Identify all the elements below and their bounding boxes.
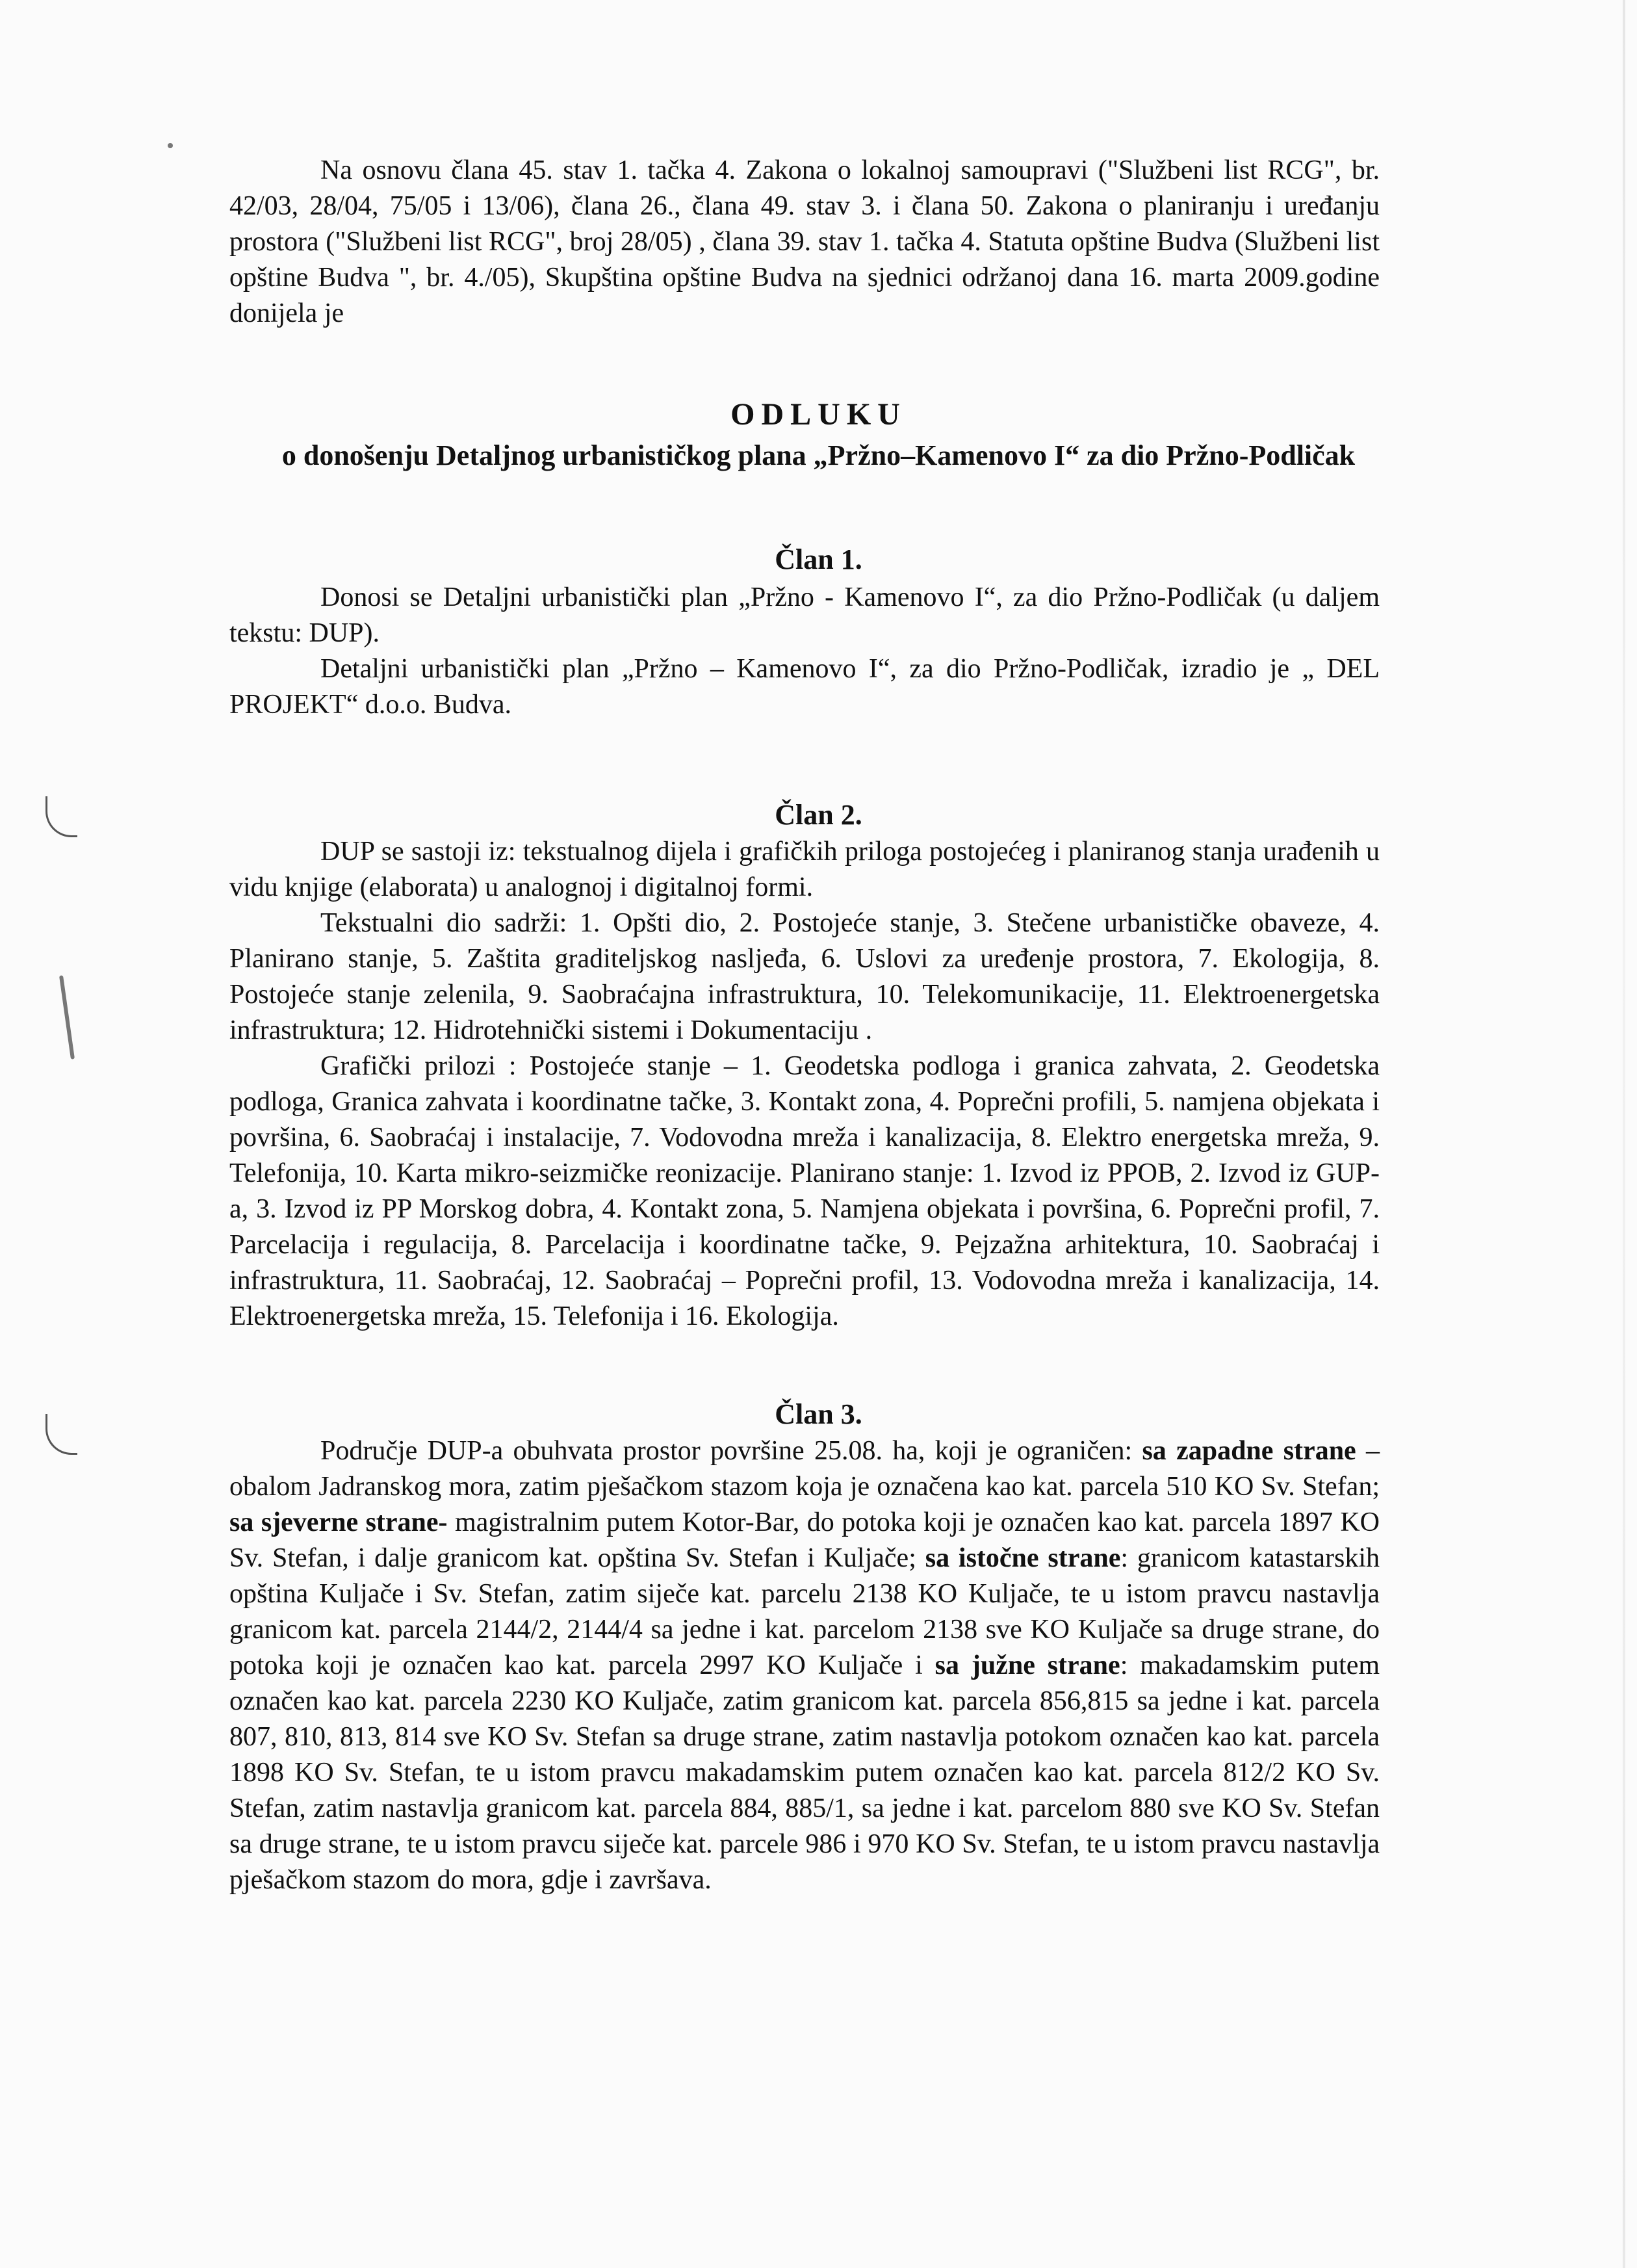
preamble-text: Na osnovu člana 45. stav 1. tačka 4. Zakona o lokalnoj samoupravi ("Službeni list RCG", br. 42/03, 28/04, 75/05 i 13/06), člana 26., člana 49. stav 3. i člana 50. Zakona o planiranju i uređanju prostora ("Službeni list RCG", broj 28/05) , člana 39. stav 1. tačka 4. Statuta opštine Budva (Službeni list opštine Budva ", br. 4./05), Skupština opštine Budva na sjednici održanoj dana 16. marta 2009.godine donijela je (229, 155, 1380, 328)
article-2-paragraph: DUP se sastoji iz: tekstualnog dijela i grafičkih priloga postojećeg i planiranog stanja urađenih u vidu knjige (elaborata) u analognoj i digitalnoj formi. (229, 837, 1380, 902)
scan-edge-line (1623, 0, 1625, 2268)
article-2-body (229, 834, 1380, 1335)
article-1-title: Član 1. (775, 543, 862, 575)
article-3-text-segment: Područje DUP-a obuhvata prostor površine 25.08. ha, koji je ograničen: (320, 1436, 1142, 1466)
article-2-paragraph: Grafički prilozi : Postojeće stanje – 1. Geodetska podloga i granica zahvata, 2. Geodetska podloga, Granica zahvata i koordinatne tačke, 3. Kontakt zona, 4. Poprečni profili, 5. namjena objekata i površina, 6. Saobraćaj i instalacije, 7. Vodovodna mreža i kanalizacija, 8. Elektro energetska mreža, 9. Telefonija, 10. Karta mikro-seizmičke reonizacije. Planirano stanje: 1. Izvod iz PPOB, 2. Izvod iz GUP-a, 3. Izvod iz PP Morskog dobra, 4. Kontakt zona, 5. Namjena objekata i površina, 6. Poprečni profil, 7. Parcelacija i regulacija, 8. Parcelacija i koordinatne tačke, 9. Pejzažna arhitektura, 10. Saobraćaj i infrastruktura, 11. Saobraćaj, 12. Saobraćaj – Poprečni profil, 13. Vodovodna mreža i kanalizacija, 14. Elektroenergetska mreža, 15. Telefonija i 16. Ekologija. (229, 1051, 1380, 1331)
scan-mark-dot (168, 143, 173, 148)
article-1-paragraph: Detaljni urbanistički plan „Pržno – Kamenovo I“, za dio Pržno-Podličak, izradio je „ DEL PROJEKT“ d.o.o. Budva. (229, 654, 1380, 720)
document-subtitle: o donošenju Detaljnog urbanističkog plana „Pržno–Kamenovo I“ za dio Pržno-Podličak (281, 439, 1356, 471)
article-1-body (229, 580, 1380, 723)
article-2-title: Član 2. (775, 799, 862, 831)
boundary-direction-label: sa južne strane (935, 1650, 1120, 1680)
boundary-direction-label: sa zapadne strane (1142, 1436, 1356, 1466)
article-1-paragraph: Donosi se Detaljni urbanistički plan „Pržno - Kamenovo I“, za dio Pržno-Podličak (u daljem tekstu: DUP). (229, 582, 1380, 648)
article-3-title: Član 3. (775, 1398, 862, 1430)
article-3-body (229, 1433, 1380, 1898)
article-2-paragraph: Tekstualni dio sadrži: 1. Opšti dio, 2. Postojeće stanje, 3. Stečene urbanističke obaveze, 4. Planirano stanje, 5. Zaštita graditeljskog nasljeđa, 6. Uslovi za uređenje prostora, 7. Ekologija, 8. Postojeće stanje zelenila, 9. Saobraćajna infrastruktura, 10. Telekomunikacije, 11. Elektroenergetska infrastruktura; 12. Hidrotehnički sistemi i Dokumentaciju . (229, 908, 1380, 1045)
boundary-direction-label: sa sjeverne strane- (229, 1507, 448, 1537)
article-3-text-segment: : granicom katastarskih opština Kuljače i Sv. Stefan, zatim siječe kat. parcelu 2138 KO Kuljače, te u istom pravcu nastavlja granicom kat. parcela 2144/2, 2144/4 sa jedne i kat. parcelom 2138 sve KO Kuljače sa druge strane, do potoka koji je označen kao kat. parcela 2997 KO Kuljače i (229, 1543, 1380, 1680)
scan-mark-stroke (59, 975, 75, 1060)
article-3-paragraph (229, 1433, 1380, 1898)
article-3-text-segment: – obalom Jadranskog mora, zatim pješačkom stazom koja je označena kao kat. parcela 510 KO Sv. Stefan; (229, 1436, 1380, 1502)
article-3-text-segment: magistralnim putem Kotor-Bar, do potoka koji je označen kao kat. parcela 1897 KO Sv. Stefan, i dalje granicom kat. opština Sv. Stefan i Kuljače; (229, 1507, 1380, 1573)
boundary-direction-label: sa istočne strane (925, 1543, 1121, 1573)
document-title: ODLUKU (730, 397, 907, 432)
article-3-text-segment: : makadamskim putem označen kao kat. parcela 2230 KO Kuljače, zatim granicom kat. parcela 856,815 sa jedne i kat. parcela 807, 810, 813, 814 sve KO Sv. Stefan sa druge strane, zatim nastavlja potokom označen kao kat. parcela 1898 KO Sv. Stefan, te u istom pravcu makadamskim putem označen kao kat. parcela 812/2 KO Sv. Stefan, zatim nastavlja granicom kat. parcela 884, 885/1, sa jedne i kat. parcelom 880 sve KO Sv. Stefan sa druge strane, te u istom pravcu siječe kat. parcele 986 i 970 KO Sv. Stefan, te u istom pravcu nastavlja pješačkom stazom do mora, gdje i završava. (229, 1650, 1380, 1895)
preamble-block (229, 153, 1380, 332)
